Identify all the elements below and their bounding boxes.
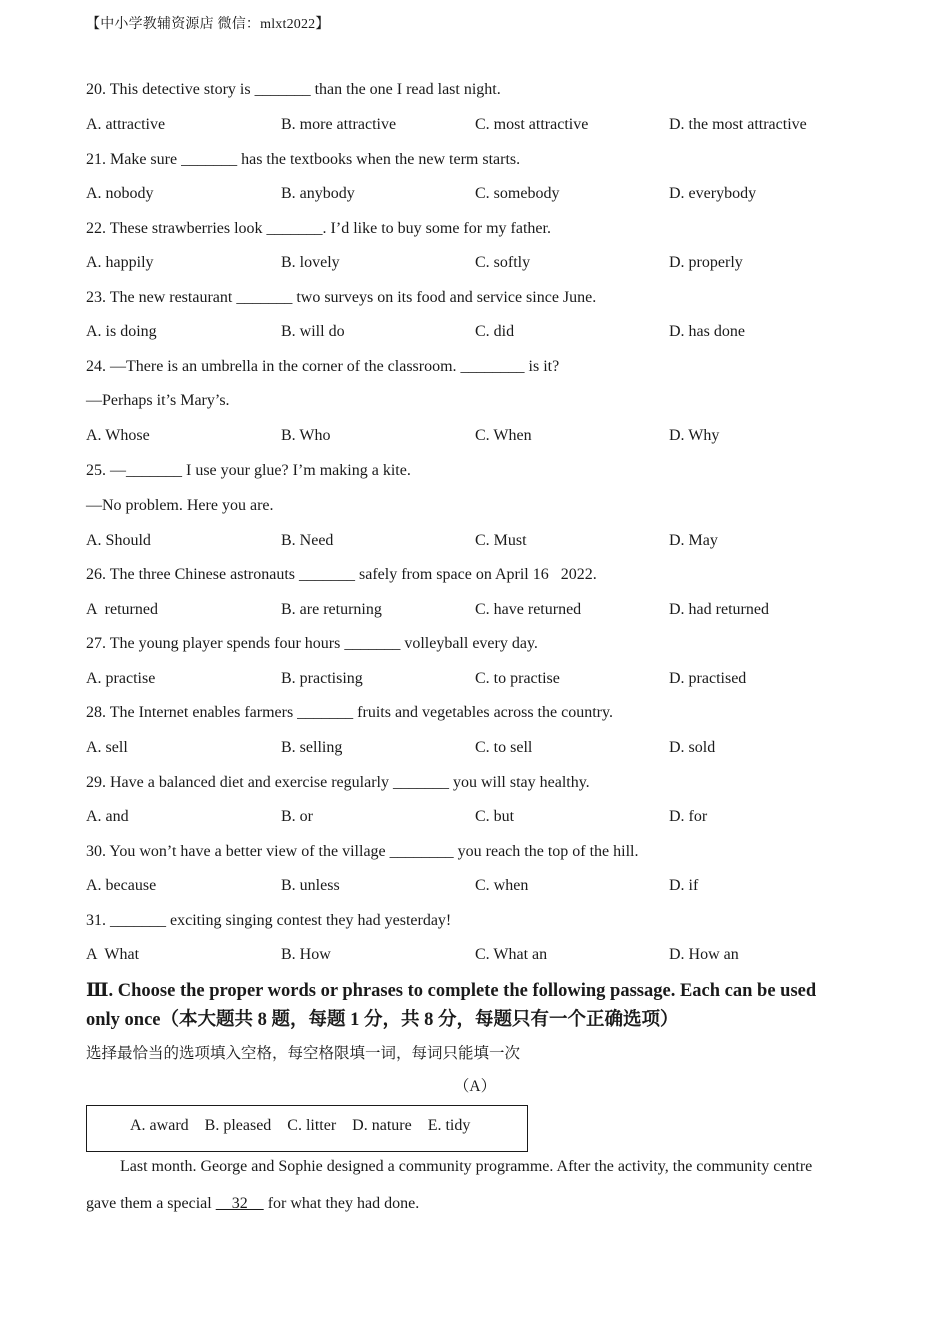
option-a: A. practise xyxy=(86,670,156,687)
option-a: A returned xyxy=(86,601,158,618)
option-b: B. unless xyxy=(281,877,340,894)
option-d: D. the most attractive xyxy=(669,116,807,133)
question-30-stem: 30. You won’t have a better view of the village ________ you reach the top of the hill. xyxy=(86,843,639,860)
option-a: A. Whose xyxy=(86,427,150,444)
question-26-stem: 26. The three Chinese astronauts _______ safely from space on April 16 2022. xyxy=(86,566,597,583)
word-bank-text: A. award B. pleased C. litter D. nature E. tidy xyxy=(130,1117,471,1134)
option-c: C. What an xyxy=(475,946,548,963)
question-24-reply: —Perhaps it’s Mary’s. xyxy=(86,392,230,409)
section-3-title-line2: only once（本大题共 8 题，每题 1 分，共 8 分，每题只有一个正确选项） xyxy=(86,1010,679,1030)
part-label: （A） xyxy=(453,1078,497,1095)
option-a: A. sell xyxy=(86,739,128,756)
option-c: C. but xyxy=(475,808,515,825)
question-24-stem: 24. —There is an umbrella in the corner of the classroom. ________ is it? xyxy=(86,358,560,375)
option-c: C. to practise xyxy=(475,670,560,687)
question-20-stem: 20. This detective story is _______ than the one I read last night. xyxy=(86,81,501,98)
passage-text: gave them a special xyxy=(86,1195,216,1212)
option-b: B. lovely xyxy=(281,254,340,271)
option-d: D. practised xyxy=(669,670,747,687)
option-d: D. May xyxy=(669,532,718,549)
option-a: A. nobody xyxy=(86,185,154,202)
option-c: C. Must xyxy=(475,532,527,549)
option-d: D. for xyxy=(669,808,708,825)
option-b: B. How xyxy=(281,946,331,963)
section-3-title-line1: Ⅲ. Choose the proper words or phrases to complete the following passage. Each can be used xyxy=(86,981,817,1001)
option-b: B. will do xyxy=(281,323,345,340)
page-header: 【中小学教辅资源店 微信：mlxt2022】 xyxy=(86,17,330,32)
option-a: A. is doing xyxy=(86,323,157,340)
option-b: B. selling xyxy=(281,739,343,756)
option-c: C. When xyxy=(475,427,532,444)
question-23-stem: 23. The new restaurant _______ two surveys on its food and service since June. xyxy=(86,289,597,306)
option-c: C. when xyxy=(475,877,529,894)
option-b: B. Who xyxy=(281,427,331,444)
section-3-instruction: 选择最恰当的选项填入空格，每空格限填一词，每词只能填一次 xyxy=(86,1045,521,1062)
question-25-stem: 25. —_______ I use your glue? I’m making a kite. xyxy=(86,462,411,479)
option-a: A. happily xyxy=(86,254,154,271)
question-28-stem: 28. The Internet enables farmers _______ fruits and vegetables across the country. xyxy=(86,704,613,721)
option-c: C. somebody xyxy=(475,185,560,202)
option-d: D. How an xyxy=(669,946,739,963)
option-a: A. and xyxy=(86,808,129,825)
option-b: B. are returning xyxy=(281,601,382,618)
option-d: D. properly xyxy=(669,254,743,271)
section-3-title xyxy=(86,977,866,1035)
option-c: C. did xyxy=(475,323,515,340)
option-b: B. practising xyxy=(281,670,363,687)
question-21-stem: 21. Make sure _______ has the textbooks when the new term starts. xyxy=(86,151,521,168)
question-22-stem: 22. These strawberries look _______. I’d like to buy some for my father. xyxy=(86,220,551,237)
option-b: B. Need xyxy=(281,532,334,549)
option-d: D. sold xyxy=(669,739,716,756)
question-29-stem: 29. Have a balanced diet and exercise regularly _______ you will stay healthy. xyxy=(86,774,590,791)
passage-line-2 xyxy=(86,1195,419,1213)
option-a: A. Should xyxy=(86,532,151,549)
question-25-reply: —No problem. Here you are. xyxy=(86,497,274,514)
question-31-stem: 31. _______ exciting singing contest they had yesterday! xyxy=(86,912,452,929)
option-d: D. Why xyxy=(669,427,720,444)
blank-32: 32 xyxy=(215,1195,264,1212)
option-c: C. to sell xyxy=(475,739,533,756)
option-a: A What xyxy=(86,946,140,963)
passage-line-1: Last month. George and Sophie designed a community programme. After the activity, the community centre xyxy=(120,1158,813,1175)
word-bank-box xyxy=(86,1105,528,1152)
option-d: D. has done xyxy=(669,323,745,340)
option-d: D. everybody xyxy=(669,185,757,202)
passage-text: for what they had done. xyxy=(263,1195,420,1212)
option-d: D. had returned xyxy=(669,601,769,618)
option-d: D. if xyxy=(669,877,699,894)
option-c: C. most attractive xyxy=(475,116,589,133)
option-a: A. attractive xyxy=(86,116,166,133)
option-c: C. softly xyxy=(475,254,531,271)
option-b: B. more attractive xyxy=(281,116,397,133)
option-b: B. or xyxy=(281,808,313,825)
question-27-stem: 27. The young player spends four hours _______ volleyball every day. xyxy=(86,635,538,652)
option-b: B. anybody xyxy=(281,185,355,202)
option-a: A. because xyxy=(86,877,157,894)
option-c: C. have returned xyxy=(475,601,582,618)
